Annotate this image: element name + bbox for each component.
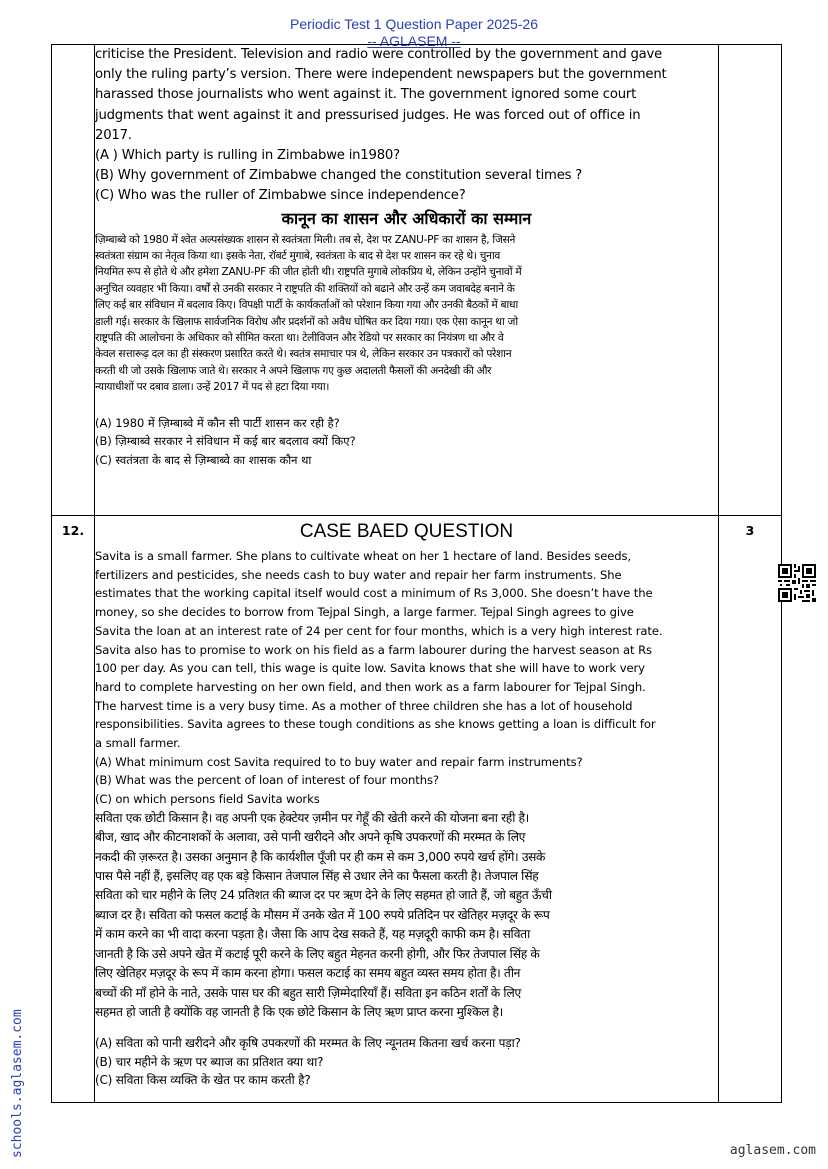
question-item: (B) What was the percent of loan of interest of four months? bbox=[95, 773, 439, 788]
passage-line: judgments that went against it and pressurised judges. He was forced out of office in bbox=[95, 107, 641, 123]
passage-line: बीज, खाद और कीटनाशकों के अलावा, उसे पानी खरीदने और अपने कृषि उपकरणों की मरम्मत के लिए bbox=[95, 830, 526, 845]
question-body-cell bbox=[95, 45, 719, 516]
passage-line: only the ruling party’s version. There were independent newspapers but the government bbox=[95, 67, 667, 83]
question-item: (C) on which persons field Savita works bbox=[95, 792, 320, 807]
question-item: (A) सविता को पानी खरीदने और कृषि उपकरणों की मरम्मत के लिए न्यूनतम कितना खर्च करना पड़ा? bbox=[95, 1036, 521, 1051]
q12-hindi-questions bbox=[95, 1034, 718, 1090]
q11-english-passage bbox=[95, 45, 718, 207]
passage-line: a small farmer. bbox=[95, 736, 181, 751]
question-number-cell bbox=[52, 516, 95, 1103]
passage-line: बच्चों की माँ होने के नाते, उसके पास घर की बहुत सारी ज़िम्मेदारियाँ हैं। सविता इन कठिन शर्तों के लिए bbox=[95, 985, 521, 1000]
question-item: (B) Why government of Zimbabwe changed the constitution several times ? bbox=[95, 168, 583, 184]
footer-watermark: aglasem.com bbox=[729, 1143, 816, 1158]
side-watermark-text: schools.aglasem.com bbox=[10, 1009, 25, 1158]
passage-line: money, so she decides to borrow from Tejpal Singh, a large farmer. Tejpal Singh agrees to give bbox=[95, 605, 634, 620]
side-watermark bbox=[10, 968, 26, 1158]
passage-line: estimates that the working capital itself would cost a minimum of Rs 3,000. She doesn’t have the bbox=[95, 586, 653, 601]
question-body-cell bbox=[95, 516, 719, 1103]
passage-line: पास पैसे नहीं हैं, इसलिए वह एक बड़े किसान तेजपाल सिंह से उधार लेने का फैसला करती है। तेजपाल सिंह bbox=[95, 869, 539, 884]
passage-line: Savita also has to promise to work on his field as a farm labourer during the harvest season at Rs bbox=[95, 642, 652, 657]
passage-line: 100 per day. As you can tell, this wage is quite low. Savita knows that she will have to work very bbox=[95, 661, 645, 676]
case-heading: CASE BAED QUESTION bbox=[299, 521, 514, 542]
passage-line: fertilizers and pesticides, she needs cash to buy water and repair her farm instruments. She bbox=[95, 567, 622, 582]
passage-line: Savita the loan at an interest rate of 24 per cent for four months, which is a very high interest rate. bbox=[95, 623, 663, 638]
q12-english-passage bbox=[95, 547, 718, 809]
question-item: (A ) Which party is rulling in Zimbabwe in1980? bbox=[95, 148, 400, 164]
passage-line: ज़िम्बाब्वे को 1980 में श्वेत अल्पसंख्यक शासन से स्वतंत्रता मिली। तब से, देश पर ZANU-PF का शासन है, जिसने bbox=[95, 233, 516, 246]
passage-line: नियमित रूप से होते थे और हमेशा ZANU-PF की जीत होती थी। राष्ट्रपति मुगाबे लोकप्रिय थे, लेकिन उन्होंने चुनावों में bbox=[95, 266, 522, 279]
passage-line: न्यायाधीशों पर दबाव डाला। उन्हें 2017 में पद से हटा दिया गया। bbox=[95, 381, 330, 394]
question-item: (C) सविता किस व्यक्ति के खेत पर काम करती है? bbox=[95, 1073, 311, 1088]
passage-line: Savita is a small farmer. She plans to cultivate wheat on her 1 hectare of land. Besides seeds, bbox=[95, 549, 632, 563]
passage-line: सहमत हो जाती है क्योंकि वह जानती है कि एक छोटे किसान के लिए ऋण प्राप्त करना मुश्किल है। bbox=[95, 1004, 503, 1019]
passage-line: डाली गई। सरकार के खिलाफ सार्वजनिक विरोध और प्रदर्शनों को अवैध घोषित कर दिया गया। एक ऐसा कानून था जो bbox=[95, 315, 518, 328]
passage-line: The harvest time is a very busy time. As a mother of three children she has a lot of household bbox=[95, 698, 633, 713]
header-source-text: -- AGLASEM -- bbox=[367, 33, 461, 49]
marks-cell bbox=[719, 516, 782, 1103]
passage-line: सविता एक छोटी किसान है। वह अपनी एक हेक्टेयर ज़मीन पर गेहूँ की खेती करने की योजना बना रही है। bbox=[95, 810, 529, 825]
passage-line: harassed those journalists who went against it. The government ignored some court bbox=[95, 87, 637, 103]
passage-line: responsibilities. Savita agrees to these tough conditions as she knows getting a loan is difficult for bbox=[95, 717, 656, 732]
header-title: Periodic Test 1 Question Paper 2025-26 bbox=[289, 16, 538, 32]
passage-line: लिए खेतिहर मज़दूर के रूप में काम करना होगा। फसल कटाई का समय बहुत व्यस्त समय होता है। तीन bbox=[95, 966, 521, 981]
passage-line: criticise the President. Television and radio were controlled by the government and gave bbox=[95, 47, 663, 62]
question-item: (A) 1980 में ज़िम्बाब्वे में कौन सी पार्टी शासन कर रही है? bbox=[95, 415, 340, 430]
hindi-heading: कानून का शासन और अधिकारों का सम्मान bbox=[281, 208, 532, 228]
passage-line: सविता को चार महीने के लिए 24 प्रतिशत की ब्याज दर पर ऋण देने के लिए सहमत हो जाते हैं, जो बहुत ऊँची bbox=[95, 888, 552, 903]
passage-line: जानती है कि उसे अपने खेत में कटाई पूरी करने के लिए बहुत मेहनत करनी होगी, और फिर तेजपाल सिंह के bbox=[95, 946, 540, 961]
q11-hindi-questions bbox=[95, 414, 718, 470]
question-number-cell bbox=[52, 45, 95, 516]
passage-line: ब्याज दर है। सविता को फसल कटाई के मौसम में उनके खेत में 100 रुपये प्रतिदिन पर खेतिहर मज़दूर के रूप bbox=[95, 907, 550, 922]
question-row-11 bbox=[52, 45, 782, 516]
question-number: 12. bbox=[61, 523, 85, 538]
q11-hindi-passage bbox=[95, 232, 718, 396]
passage-line: केवल सत्तारूढ़ दल का ही संस्करण प्रसारित करते थे। स्वतंत्र समाचार पत्र थे, लेकिन सरकार उन पत्रकारों को परेशान bbox=[95, 348, 512, 361]
question-item: (B) चार महीने के ऋण पर ब्याज का प्रतिशत क्या था? bbox=[95, 1054, 324, 1069]
passage-line: में काम करने का भी वादा करना पड़ता है। जैसा कि आप देख सकते हैं, यह मज़दूरी काफी कम है। सविता bbox=[95, 927, 530, 942]
marks-cell bbox=[719, 45, 782, 516]
passage-line: लिए कई बार संविधान में बदलाव किए। विपक्षी पार्टी के कार्यकर्ताओं को परेशान किया गया और उनकी बैठकों में बाधा bbox=[95, 299, 518, 312]
question-item: (B) ज़िम्बाब्वे सरकार ने संविधान में कई बार बदलाव क्यों किए? bbox=[95, 434, 356, 449]
question-item: (C) Who was the ruller of Zimbabwe since independence? bbox=[95, 188, 466, 204]
qr-code-icon[interactable] bbox=[778, 564, 816, 602]
passage-line: hard to complete harvesting on her own field, and then work as a farm labourer for Tejpal Singh. bbox=[95, 679, 646, 694]
question-item: (C) स्वतंत्रता के बाद से ज़िम्बाब्वे का शासक कौन था bbox=[95, 452, 312, 467]
question-table bbox=[51, 44, 782, 1103]
question-row-12 bbox=[52, 516, 782, 1103]
passage-line: नकदी की ज़रूरत है। उसका अनुमान है कि कार्यशील पूँजी पर ही कम से कम 3,000 रुपये खर्च होंगे। उसके bbox=[95, 849, 546, 864]
passage-line: 2017. bbox=[95, 127, 132, 143]
q12-hindi-passage bbox=[95, 809, 718, 1022]
marks-value: 3 bbox=[745, 523, 755, 538]
question-item: (A) What minimum cost Savita required to to buy water and repair farm instruments? bbox=[95, 754, 583, 769]
passage-line: राष्ट्रपति की आलोचना के अधिकार को सीमित करता था। टेलीविजन और रेडियो पर सरकार का नियंत्रण था और वे bbox=[95, 332, 504, 345]
passage-line: स्वतंत्रता संग्राम का नेतृत्व किया था। इसके नेता, रॉबर्ट मुगाबे, स्वतंत्रता के बाद से देश पर शासन कर रहे थे। चुनाव bbox=[95, 250, 500, 263]
passage-line: अनुचित व्यवहार भी किया। वर्षों से उनकी सरकार ने राष्ट्रपति की शक्तियों को बढाने और उन्हें कम जवाबदेह बनाने के bbox=[95, 282, 515, 295]
passage-line: करती थी जो उसके खिलाफ जाते थे। सरकार ने अपने खिलाफ गए कुछ अदालती फैसलों की अनदेखी की और bbox=[95, 364, 492, 377]
